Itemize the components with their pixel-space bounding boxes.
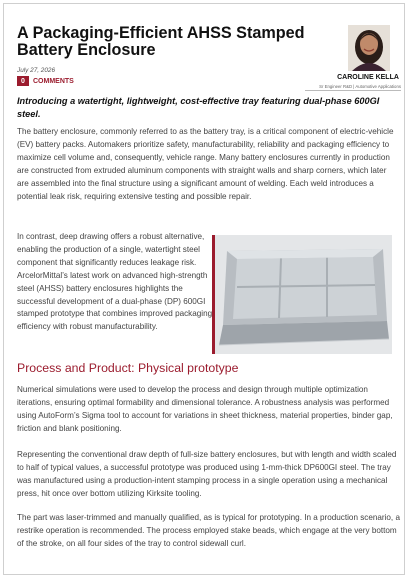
paragraph-prototype: Representing the conventional draw depth of full-size battery enclosures, but with length and width scaled to half of typical values, a successful prototype was produced using 1-mm-thick DP600GI steel. The tray was manufactured using a production-intent stamping process in a single operation using a mechanical press, hit once over bottom utilizing Kirksite tooling. [17,450,397,498]
article-title: A Packaging-Efficient AHSS Stamped Battery Enclosure [17,24,305,59]
author-avatar [348,25,390,71]
comments-link[interactable] [17,76,74,86]
article-subtitle: Introducing a watertight, lightweight, cost-effective tray featuring dual-phase 600GI steel. [17,96,380,119]
battery-tray-image [215,235,392,354]
paragraph-intro: The battery enclosure, commonly referred to as the battery tray, is a critical component of electric-vehicle (EV) battery packs. Automakers prioritize safety, manufacturability, reliability and packaging efficiency to maximize cell volume and, consequently, vehicle range. Many battery enclosures currently in production are constructed from extruded aluminum components with straight walls and sharp corners, which later are assembled into the final structure using a significant amount of welding. Each weld introduces a potential leak risk, requiring extensive testing and possible repair. [17,127,394,201]
section-heading: Process and Product: Physical prototype [17,361,239,375]
article-page [3,3,405,575]
comment-count-badge[interactable]: 0 [17,76,29,86]
paragraph-simulations: Numerical simulations were used to develop the process and design through multiple optimization iterations, ensuring optimal formability and dimensional tolerance. A robustness analysis was performed using AutoForm’s Sigma tool to account for variations in sheet thickness, material properties, binder gap, friction and blank positioning. [17,385,393,433]
author-name: CAROLINE KELLA [337,74,399,81]
battery-tray-photo [212,235,392,354]
comments-label[interactable]: COMMENTS [33,77,74,85]
article-date: July 27, 2026 [17,67,56,74]
paragraph-deep-drawing: In contrast, deep drawing offers a robust alternative, enabling the production of a single, watertight steel component that significantly reduces leakage risk. ArcelorMittal’s latest work on advanced high-strength steel (AHSS) battery enclosures highlights the successful development of a dual-phase (DP) 600GI stamped prototype that combines improved packaging efficiency with robust manufacturability. [17,232,213,332]
author-divider [305,90,401,91]
author-photo [348,25,390,71]
paragraph-trimming: The part was laser-trimmed and manually qualified, as is typical for prototyping. In a production scenario, a restrike operation is recommended. The process employed stake beads, which engage at the very bottom of the stroke, on all four sides of the tray to control sidewall curl. [17,513,400,548]
author-role: Sr Engineer R&D | Automotive Applications [319,84,401,89]
